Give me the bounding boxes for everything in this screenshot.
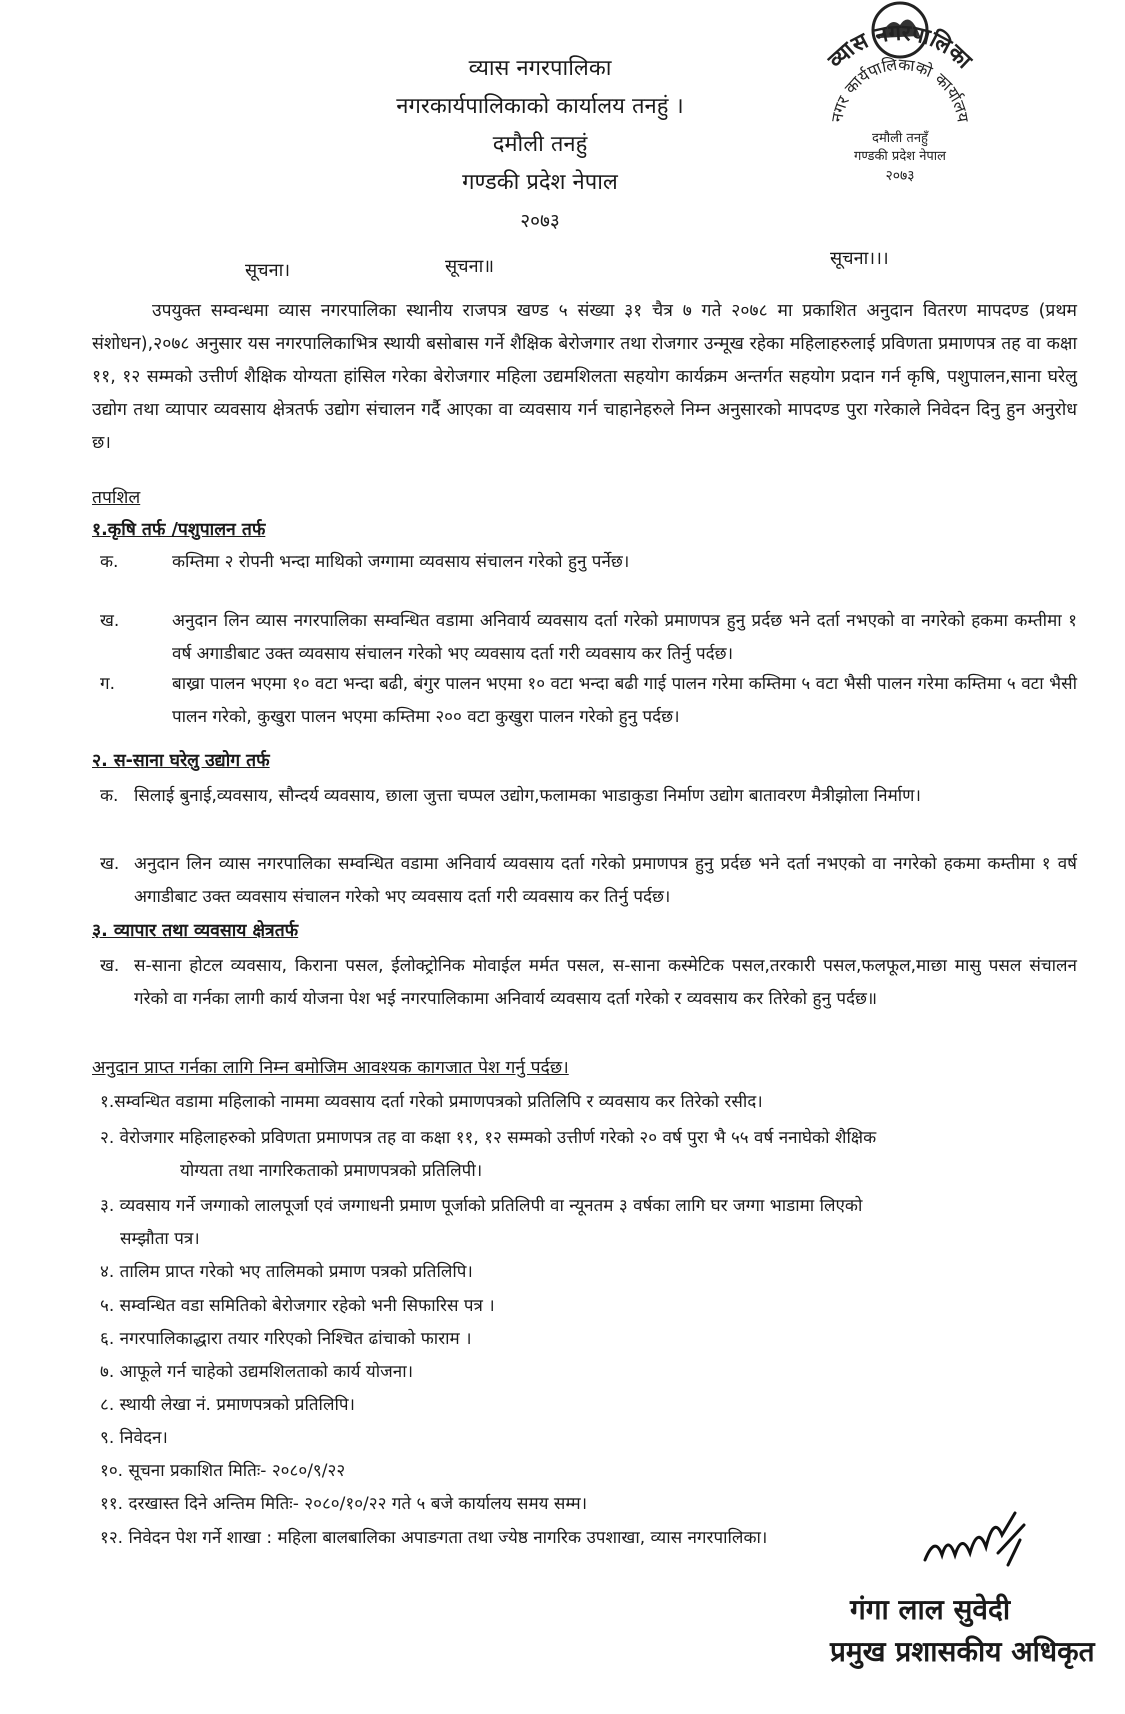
official-seal: [800, 0, 1000, 200]
notice-label-2: सूचना॥: [445, 256, 495, 277]
document-item: [100, 1122, 1080, 1188]
section-1-item: [92, 605, 1077, 671]
document-item: [100, 1356, 1080, 1389]
documents-heading: अनुदान प्राप्त गर्नका लागि निम्न बमोजिम आवश्यक कागजात पेश गर्नु पर्दछ।: [92, 1058, 569, 1078]
item-text: अनुदान लिन व्यास नगरपालिका सम्वन्धित वडामा अनिवार्य व्यवसाय दर्ता गरेको प्रमाणपत्र हुनु प्रर्दछ भने दर्ता नभएको वा नगरेको हकमा कम्तीमा १ वर्ष अगाडीबाट उक्त व्यवसाय संचालन गरेको भए व्यवसाय दर्ता गरी व्यवसाय कर तिर्नु पर्दछ।: [172, 611, 1077, 664]
document-item: [100, 1323, 1080, 1356]
signatory-title: प्रमुख प्रशासकीय अधिकृत: [830, 1635, 1095, 1668]
document-item-text: ५. सम्वन्धित वडा समितिको बेरोजगार रहेको भनी सिफारिस पत्र ।: [100, 1296, 495, 1316]
section-1-item: [92, 668, 1077, 734]
document-item: [100, 1422, 1080, 1455]
intro-paragraph: उपयुक्त सम्वन्धमा व्यास नगरपालिका स्थानीय राजपत्र खण्ड ५ संख्या ३१ चैत्र ७ गते २०७८ मा प्रकाशित अनुदान वितरण मापदण्ड (प्रथम संशोधन),२०७८ अनुसार यस नगरपालिकाभित्र स्थायी बसोबास गर्ने शैक्षिक बेरोजगार तथा रोजगार उन्मूख रहेका महिलाहरुलाई प्रविणता प्रमाणपत्र तह वा कक्षा ११, १२ सम्मको उत्तीर्ण शैक्षिक योग्यता हांसिल गरेका बेरोजगार महिला उद्यमशिलता सहयोग कार्यक्रम अन्तर्गत सहयोग प्रदान गर्न कृषि, पशुपालन,साना घरेलु उद्योग तथा व्यापार व्यवसाय क्षेत्रतर्फ उद्योग संचालन गर्दै आएका वा व्यवसाय गर्न चाहानेहरुले निम्न अनुसारको मापदण्ड पुरा गरेकाले निवेदन दिनु हुन अनुरोध छ।: [92, 301, 1077, 453]
office-name: नगरकार्यपालिकाको कार्यालय तनहुं ।: [396, 94, 684, 119]
document-item: [100, 1256, 1080, 1289]
section-2-heading: २. स-साना घरेलु उद्योग तर्फ: [92, 751, 270, 771]
seal-text-inner: नगर कार्यपालिकाको कार्यालय: [827, 54, 973, 124]
document-item-continuation: सम्झौता पत्र।: [120, 1229, 200, 1249]
document-item: [100, 1086, 1080, 1119]
document-item-text: ९. निवेदन।: [100, 1428, 168, 1448]
item-marker: ख.: [100, 956, 120, 976]
section-3-item: [92, 950, 1077, 1016]
document-item-text: ८. स्थायी लेखा नं. प्रमाणपत्रको प्रतिलिपि।: [100, 1395, 355, 1415]
document-item-text: ३. व्यवसाय गर्ने जग्गाको लालपूर्जा एवं जग्गाधनी प्रमाण पूर्जाको प्रतिलिपी वा न्यूनतम ३ वर्षका लागि घर जग्गा भाडामा लिएको: [100, 1196, 863, 1216]
item-marker: ग.: [100, 674, 115, 694]
tapsil-heading: तपशिल: [92, 488, 141, 508]
section-3-heading: ३. व्यापार तथा व्यवसाय क्षेत्रतर्फ: [92, 921, 299, 941]
document-item-text: ६. नगरपालिकाद्धारा तयार गरिएको निश्चित ढांचाको फाराम ।: [100, 1329, 472, 1349]
document-item-text: १.सम्वन्धित वडामा महिलाको नाममा व्यवसाय दर्ता गरेको प्रमाणपत्रको प्रतिलिपि र व्यवसाय कर तिरेको रसीद।: [100, 1092, 763, 1112]
seal-text-outer: व्यास नगरपालिका: [823, 20, 977, 74]
document-item: [100, 1290, 1080, 1323]
item-marker: क.: [100, 786, 119, 806]
section-1-heading: १.कृषि तर्फ /पशुपालन तर्फ: [92, 520, 266, 540]
document-item-text: १२. निवेदन पेश गर्ने शाखा : महिला बालबालिका अपाङगता तथा ज्येष्ठ नागरिक उपशाखा, व्यास नगरपालिका।: [100, 1528, 768, 1548]
province-name: गण्डकी प्रदेश नेपाल: [462, 170, 618, 195]
document-item-text: ७. आफूले गर्न चाहेको उद्यमशिलताको कार्य योजना।: [100, 1362, 414, 1382]
document-item-continuation: योग्यता तथा नागरिकताको प्रमाणपत्रको प्रतिलिपी।: [180, 1161, 483, 1181]
document-item-text: ११. दरखास्त दिने अन्तिम मितिः- २०८०/१०/२२ गते ५ बजे कार्यालय समय सम्म।: [100, 1494, 588, 1514]
item-text: सिलाई बुनाई,व्यवसाय, सौन्दर्य व्यवसाय, छाला जुत्ता चप्पल उद्योग,फलामका भाडाकुडा निर्माण उद्योग बातावरण मैत्रीझोला निर्माण।: [134, 786, 921, 806]
item-text: अनुदान लिन व्यास नगरपालिका सम्वन्धित वडामा अनिवार्य व्यवसाय दर्ता गरेको प्रमाणपत्र हुनु प्रर्दछ भने दर्ता नभएको वा नगरेको हकमा कम्तीमा १ वर्ष अगाडीबाट उक्त व्यवसाय संचालन गरेको भए व्यवसाय दर्ता गरी व्यवसाय कर तिर्नु पर्दछ।: [134, 854, 1077, 907]
seal-text-location: दमौली तनहुँ: [872, 131, 928, 146]
item-text: कम्तिमा २ रोपनी भन्दा माथिको जग्गामा व्यवसाय संचालन गरेको हुनु पर्नेछ।: [172, 552, 630, 572]
item-text: स-साना होटल व्यवसाय, किराना पसल, ईलोक्ट्रोनिक मोवाईल मर्मत पसल, स-साना कस्मेटिक पसल,तरकारी पसल,फलफूल,माछा मासु पसल संचालन गरेको वा गर्नका लागी कार्य योजना पेश भई नगरपालिकामा अनिवार्य व्यवसाय दर्ता गरेको र व्यवसाय कर तिरेको हुनु पर्दछ॥: [134, 956, 1077, 1009]
document-item-text: २. वेरोजगार महिलाहरुको प्रविणता प्रमाणपत्र तह वा कक्षा ११, १२ सम्मको उत्तीर्ण गरेको २० वर्ष पुरा भै ५५ वर्ष ननाघेको शैक्षिक: [100, 1128, 877, 1148]
document-item: [100, 1389, 1080, 1422]
establishment-year: २०७३: [520, 210, 560, 232]
item-marker: ख.: [100, 611, 120, 631]
section-2-item: [92, 848, 1077, 914]
section-2-item: [92, 780, 1077, 813]
document-item-text: १०. सूचना प्रकाशित मितिः- २०८०/९/२२: [100, 1461, 346, 1481]
section-1-item: [92, 546, 1077, 579]
seal-text-province: गण्डकी प्रदेश नेपाल: [854, 149, 946, 164]
document-item-text: ४. तालिम प्राप्त गरेको भए तालिमको प्रमाण पत्रको प्रतिलिपि।: [100, 1262, 473, 1282]
item-marker: ख.: [100, 854, 120, 874]
seal-text-year: २०७३: [885, 168, 915, 184]
municipality-name: व्यास नगरपालिका: [468, 56, 612, 81]
signatory-name: गंगा लाल सुवेदी: [850, 1593, 1011, 1626]
handwritten-signature: [920, 1505, 1040, 1575]
letterhead: [330, 50, 750, 240]
document-item: [100, 1190, 1080, 1256]
office-location: दमौली तनहुं: [492, 132, 588, 157]
document-item: [100, 1455, 1080, 1488]
notice-label-1: सूचना।: [245, 260, 291, 281]
item-marker: क.: [100, 552, 119, 572]
item-text: बाख्रा पालन भएमा १० वटा भन्दा बढी, बंगुर पालन भएमा १० वटा भन्दा बढी गाई पालन गरेमा कम्तिमा ५ वटा भैसी पालन गरेमा कम्तिमा ५ वटा भैसी पालन गरेको, कुखुरा पालन भएमा कम्तिमा २०० वटा कुखुरा पालन गरेको हुनु पर्दछ।: [172, 674, 1077, 727]
notice-label-3: सूचना।।।: [830, 248, 889, 269]
